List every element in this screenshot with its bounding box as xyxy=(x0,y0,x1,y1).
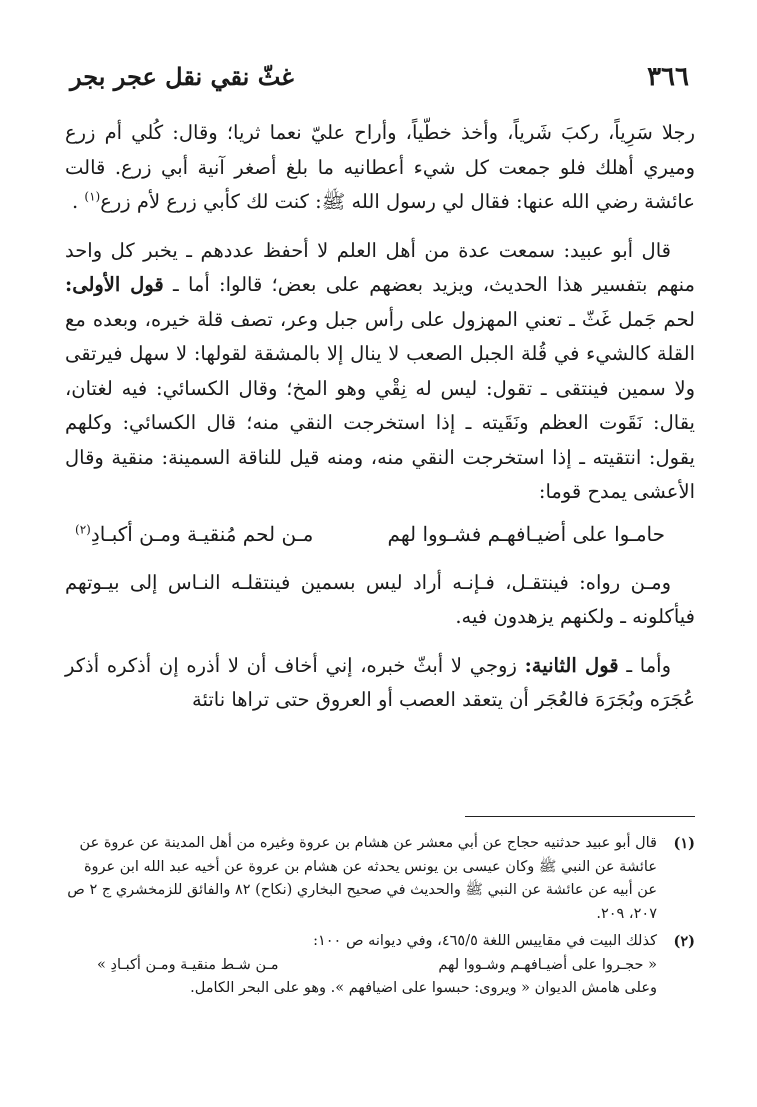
paragraph-1 xyxy=(65,116,695,220)
footnote-2-verse xyxy=(97,954,657,978)
footnote-2-number: (٢) xyxy=(673,933,695,950)
footnote-ref-1: (١) xyxy=(84,189,101,204)
verse-1-first-hemistich: حامـوا على أضيـافهـم فشـووا لهم xyxy=(387,521,665,546)
footnote-2-text: كذلك البيت في مقاييس اللغة ٤٦٥/٥، وفي ديوانه ص ١٠٠: xyxy=(313,933,657,949)
paragraph-2-bold: قول الأولى: xyxy=(65,273,164,296)
main-text xyxy=(65,116,695,718)
paragraph-1-end: . xyxy=(72,190,79,213)
footnote-2 xyxy=(65,930,695,954)
footnote-1 xyxy=(65,832,695,926)
verse-1-second-text: مـن لحم مُنقيـة ومـن أكبـادِ xyxy=(90,521,314,546)
footnote-1-number: (١) xyxy=(673,835,695,852)
paragraph-3: ومـن رواه: فينتقـل، فـإنـه أراد ليس بسمين فينتقلـه النـاس إلى بيـوتهم فيأكلونه ـ ولكنهم يزهدون فيه. xyxy=(65,570,695,628)
paragraph-2 xyxy=(65,234,695,510)
footnote-1-text: قال أبو عبيد حدثنيه حجاج عن أبي معشر عن هشام بن عروة وغيره من أهل المدينة عن عروة عن عائشة عن النبي ﷺ وكان عيسى بن يونس يحدثه عن هشام بن عروة عن أخيه عبد الله ابن عروة عن أبيه عن عائشة عن النبي ﷺ والحديث في صحيح البخاري (نكاح) ٨٢ والفائق للزمخشري ج ٢ ص ٢٠٧، ٢٠٩. xyxy=(67,835,657,922)
verse-1 xyxy=(75,516,665,552)
footnote-divider xyxy=(465,816,695,817)
running-title: غثّ نقي نقل عجر بجر xyxy=(70,62,294,91)
paragraph-4-text-b: زوجي لا أبثّ خبره، إني أخاف أن لا أذره إن أذكره أذكر عُجَرَه وبُجَرَهَ فالعُجَر أن يتعقد العصب أو العروق حتى تراها ناتئة xyxy=(65,653,695,711)
footnote-2-note: وعلى هامش الديوان « ويروى: حبسوا على اضيافهم ». وهو على البحر الكامل. xyxy=(190,980,657,996)
paragraph-1-text: رجلا سَرِياً، ركبَ شَرياً، وأخذ خطّياً، وأراح عليّ نعما ثريا؛ وقال: كُلي أم زرع وميري أهلك فلو جمعت كل شيء أعطانيه ما بلغ أصغر آنية أبي زرع. قالت عائشة رضي الله عنها: فقال لي رسول الله ﷺ: كنت لك كأبي زرع لأم زرع xyxy=(65,121,695,213)
paragraph-4-bold: قول الثانية: xyxy=(524,653,619,677)
footnotes xyxy=(65,832,695,1001)
paragraph-4 xyxy=(65,649,695,718)
footnote-2-verse-second: مـن شـط منقيـة ومـن أكبـادِ » xyxy=(97,956,279,973)
verse-1-second-hemistich xyxy=(75,516,313,552)
paragraph-2-text-a: قال أبو عبيد: سمعت عدة من أهل العلم لا أحفظ عددهم ـ يخبر كل واحد منهم بتفسير هذا الحديث، ويزيد بعضهم على بعض؛ قالوا: أما ـ xyxy=(65,238,695,296)
paragraph-2-text-b: لحم جَمل غَثّ ـ تعني المهزول على رأس جبل وعر، تصف قلة خيره، وبعده مع القلة كالشيء في قُلة الجبل الصعب لا ينال إلا بالمشقة لقولها: لا سهل فيرتقى ولا سمين فينتقى ـ تقول: ليس له نِقْي وهو المخ؛ وقال الكسائي: فيه لغتان، يقال: نَقَوت العظم ونَقَيته ـ إذا استخرجت النقي منه؛ قال الكسائي: وكلهم يقول: انتقيته ـ إذا استخرجت النقي منه، ومنه قيل للناقة السمينة: منقية وقال الأعشى يمدح قوما: xyxy=(65,307,695,503)
paragraph-4-text-a: وأما ـ xyxy=(626,653,671,677)
footnote-2-verse-first: « حجـروا على أضيـافهـم وشـووا لهم xyxy=(438,956,657,973)
page-number: ٣٦٦ xyxy=(647,62,689,92)
footnote-ref-2: (٢) xyxy=(75,521,91,536)
page-header xyxy=(70,62,689,96)
